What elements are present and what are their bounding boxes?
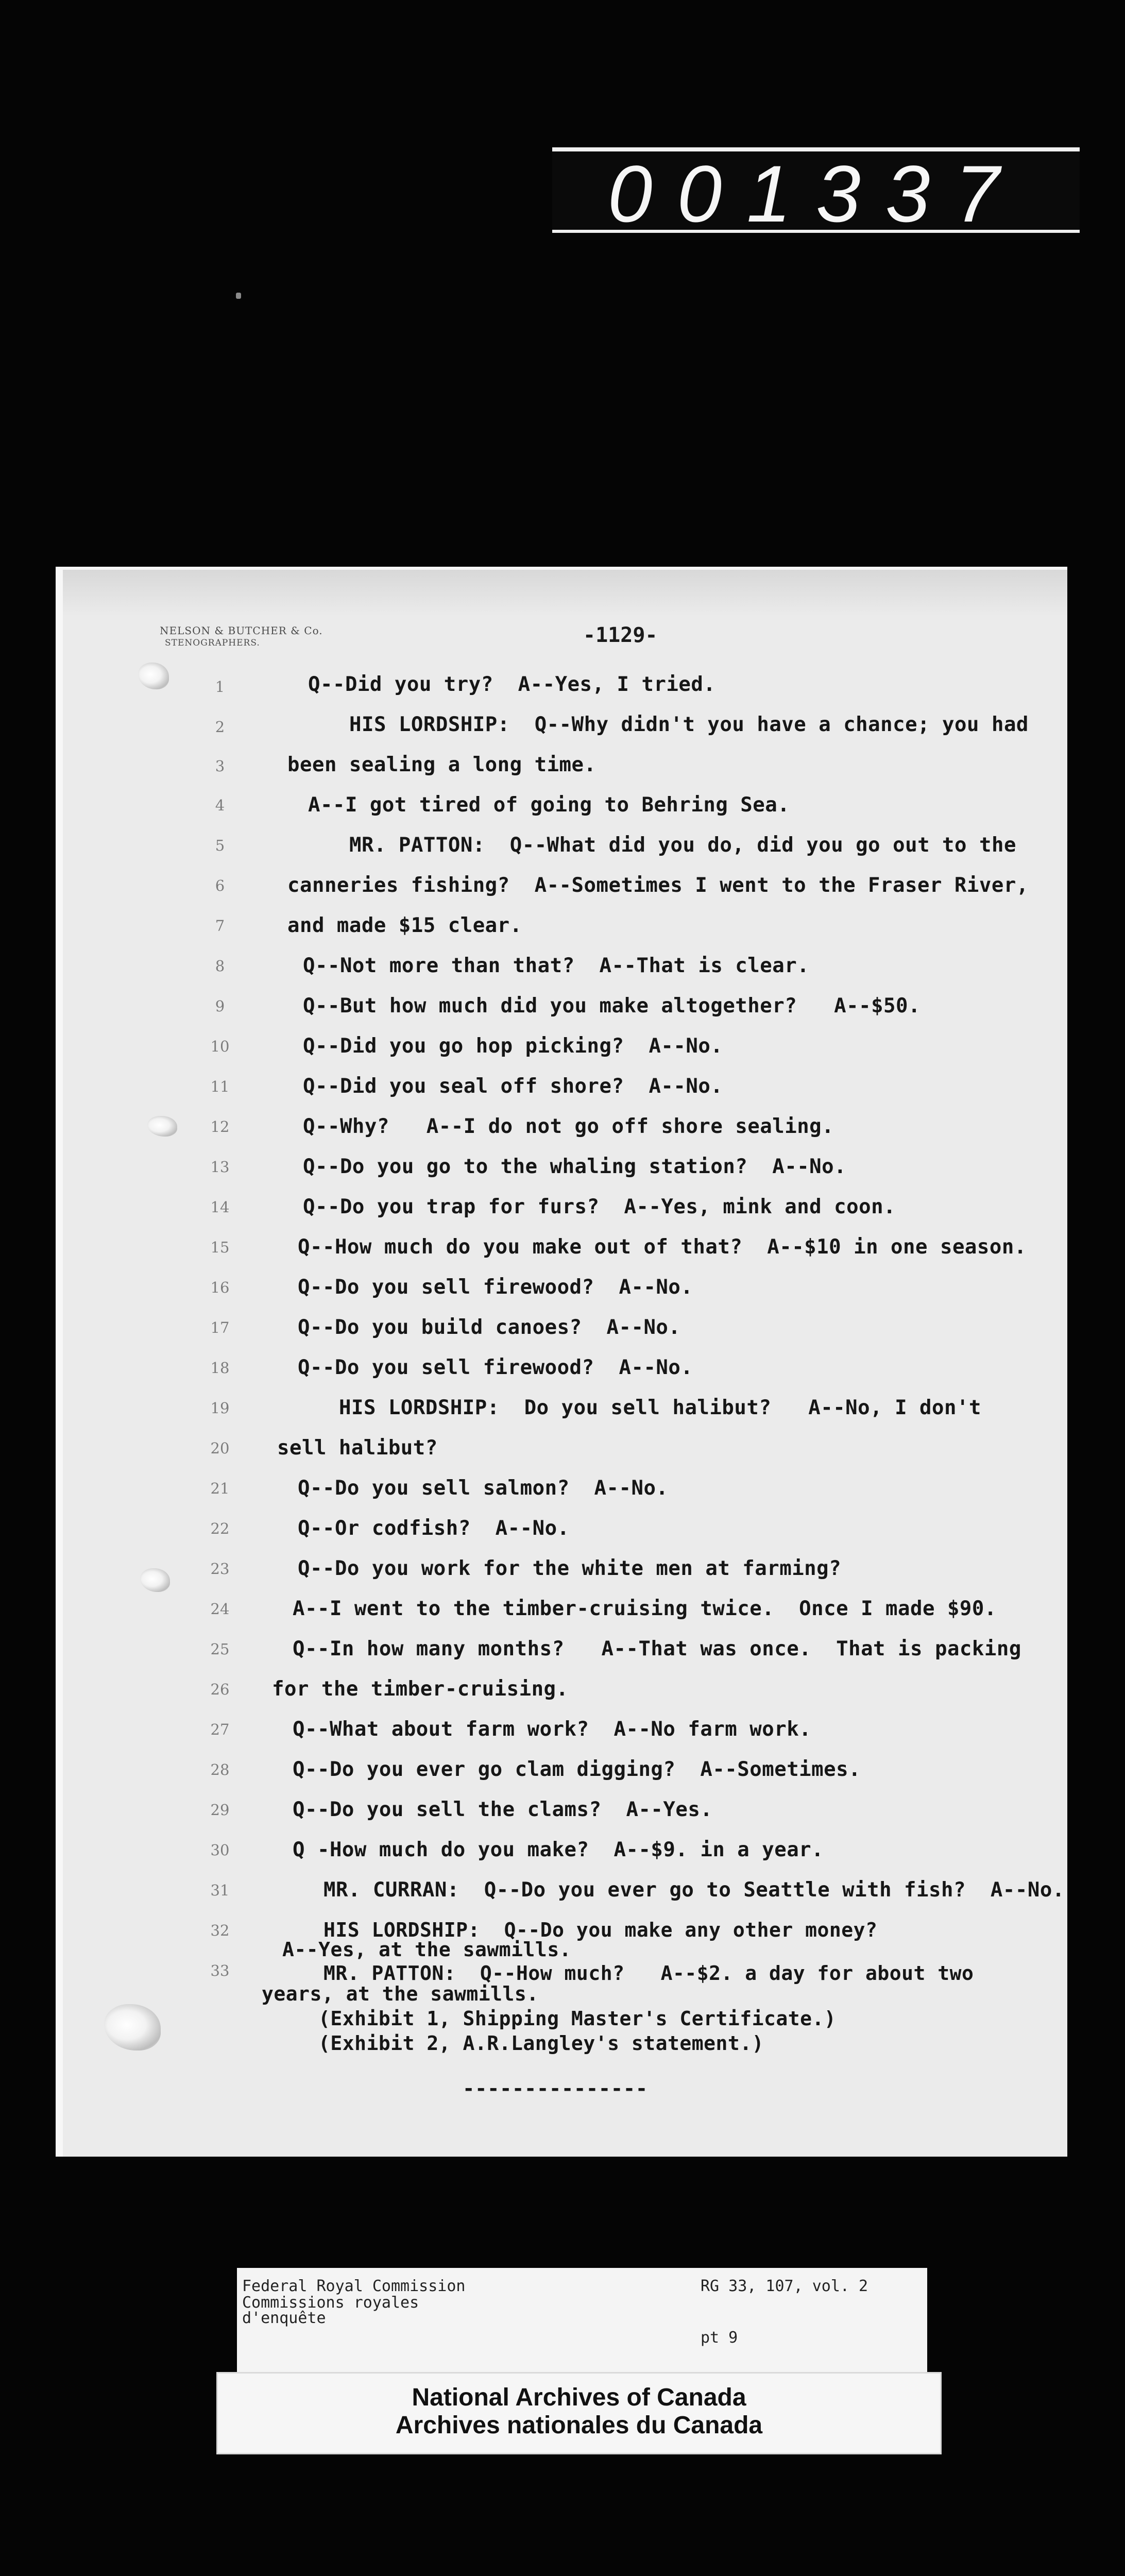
transcript-line: Q--Do you sell salmon? A--No. [298,1477,669,1500]
line-number: 8 [215,957,225,975]
transcript-line: Q--Did you seal off shore? A--No. [303,1075,723,1098]
line-number: 17 [210,1319,230,1336]
line-number: 19 [210,1399,230,1417]
exhibit-note: (Exhibit 2, A.R.Langley's statement.) [318,2032,764,2055]
transcript-page [56,567,1067,2157]
end-rule: --------------- [463,2077,648,2100]
transcript-line: years, at the sawmills. [262,1982,539,2005]
transcript-line: Q--Why? A--I do not go off shore sealing. [303,1115,834,1138]
transcript-line: Q--Do you sell firewood? A--No. [298,1276,693,1299]
part-reference: pt 9 [701,2329,738,2347]
line-number: 4 [215,796,225,814]
transcript-line: Q--Do you work for the white men at farming? [298,1557,842,1580]
film-speck [236,293,241,299]
transcript-line: sell halibut? [277,1436,438,1460]
collection-name-fr: d'enquête [242,2309,326,2327]
frame-number-strip [552,147,1080,239]
transcript-line: for the timber-cruising. [272,1677,569,1701]
frame-number: 001337 [607,149,1025,239]
transcript-line: Q--Or codfish? A--No. [298,1517,570,1540]
transcript-line: HIS LORDSHIP: Do you sell halibut? A--No, I don't [339,1396,981,1419]
page-shadow [63,570,1067,616]
line-number: 3 [215,757,225,775]
line-number: 25 [210,1640,230,1658]
line-number: 7 [215,917,225,935]
collection-name: Federal Royal Commission [242,2277,466,2295]
record-group-reference: RG 33, 107, vol. 2 [701,2277,868,2295]
line-number: 33 [210,1962,230,1979]
transcript-line: Q--Do you build canoes? A--No. [298,1316,681,1339]
transcript-line: Q--Do you trap for furs? A--Yes, mink and coon. [303,1195,896,1218]
line-number: 18 [210,1359,230,1377]
transcript-line: Q--Did you try? A--Yes, I tried. [308,673,716,696]
page-number: -1129- [583,623,658,647]
line-number: 13 [210,1158,230,1176]
line-number: 16 [210,1279,230,1296]
line-number: 21 [210,1480,230,1497]
archives-name-en: National Archives of Canada [412,2384,746,2411]
transcript-line: Q--Not more than that? A--That is clear. [303,954,810,977]
line-number: 28 [210,1761,230,1778]
line-number: 5 [215,837,225,854]
collection-name-fr: Commissions royales [242,2294,419,2312]
line-number: 20 [210,1439,230,1457]
archives-banner [216,2372,942,2454]
line-number: 2 [215,718,225,736]
transcript-line: Q--What about farm work? A--No farm work. [293,1718,812,1741]
transcript-line: Q--In how many months? A--That was once. That is packing [293,1637,1021,1660]
hole-punch-mark [104,2004,161,2050]
line-number: 9 [215,997,225,1015]
hole-punch-mark [140,1568,170,1592]
transcript-line: and made $15 clear. [287,914,522,937]
line-number: 10 [210,1038,230,1055]
line-number: 12 [210,1118,230,1136]
transcript-line: Q--Do you ever go clam digging? A--Sometimes. [293,1758,861,1781]
transcript-line: canneries fishing? A--Sometimes I went to the Fraser River, [287,874,1029,897]
transcript-line: Q--Do you sell the clams? A--Yes. [293,1798,713,1821]
transcript-line: MR. PATTON: Q--What did you do, did you go out to the [349,834,1016,857]
line-number: 14 [210,1198,230,1216]
line-number: 6 [215,877,225,894]
transcript-line: Q--Do you sell firewood? A--No. [298,1356,693,1379]
transcript-line: Q--Did you go hop picking? A--No. [303,1035,723,1058]
transcript-line: been sealing a long time. [287,753,596,776]
hole-punch-mark [147,1116,177,1137]
line-number: 31 [210,1882,230,1899]
line-number: 1 [215,678,225,696]
transcript-line: A--Yes, at the sawmills. [282,1938,572,1961]
transcript-line: A--I went to the timber-cruising twice. Once I made $90. [293,1597,997,1620]
line-number: 26 [210,1681,230,1698]
line-number: 15 [210,1239,230,1256]
line-number: 29 [210,1801,230,1819]
line-number: 22 [210,1520,230,1537]
transcript-line: Q--But how much did you make altogether? A--$50. [303,994,921,1018]
transcript-line: MR. PATTON: Q--How much? A--$2. a day for about two [323,1962,974,1985]
transcript-line: MR. CURRAN: Q--Do you ever go to Seattle with fish? A--No. [323,1878,1065,1902]
line-number: 11 [210,1078,230,1095]
line-number: 24 [210,1600,230,1618]
exhibit-note: (Exhibit 1, Shipping Master's Certificate.) [318,2007,837,2030]
stenographer-letterhead [160,624,397,649]
archives-name-fr: Archives nationales du Canada [395,2412,763,2439]
line-number: 23 [210,1560,230,1578]
transcript-line: Q -How much do you make? A--$9. in a year. [293,1838,824,1861]
transcript-line: A--I got tired of going to Behring Sea. [308,793,790,817]
line-number: 32 [210,1922,230,1939]
letterhead-firm: NELSON & BUTCHER & Co. [160,624,323,637]
transcript-line: Q--Do you go to the whaling station? A--No. [303,1155,847,1178]
transcript-line: HIS LORDSHIP: Q--Do you make any other money? [323,1919,878,1941]
transcript-line: HIS LORDSHIP: Q--Why didn't you have a chance; you had [349,713,1029,736]
archive-reference-label [237,2268,927,2375]
letterhead-subtitle: STENOGRAPHERS. [165,638,260,648]
line-number: 30 [210,1841,230,1859]
transcript-line: Q--How much do you make out of that? A--$10 in one season. [298,1235,1027,1259]
line-number: 27 [210,1721,230,1738]
hole-punch-mark [138,663,169,689]
